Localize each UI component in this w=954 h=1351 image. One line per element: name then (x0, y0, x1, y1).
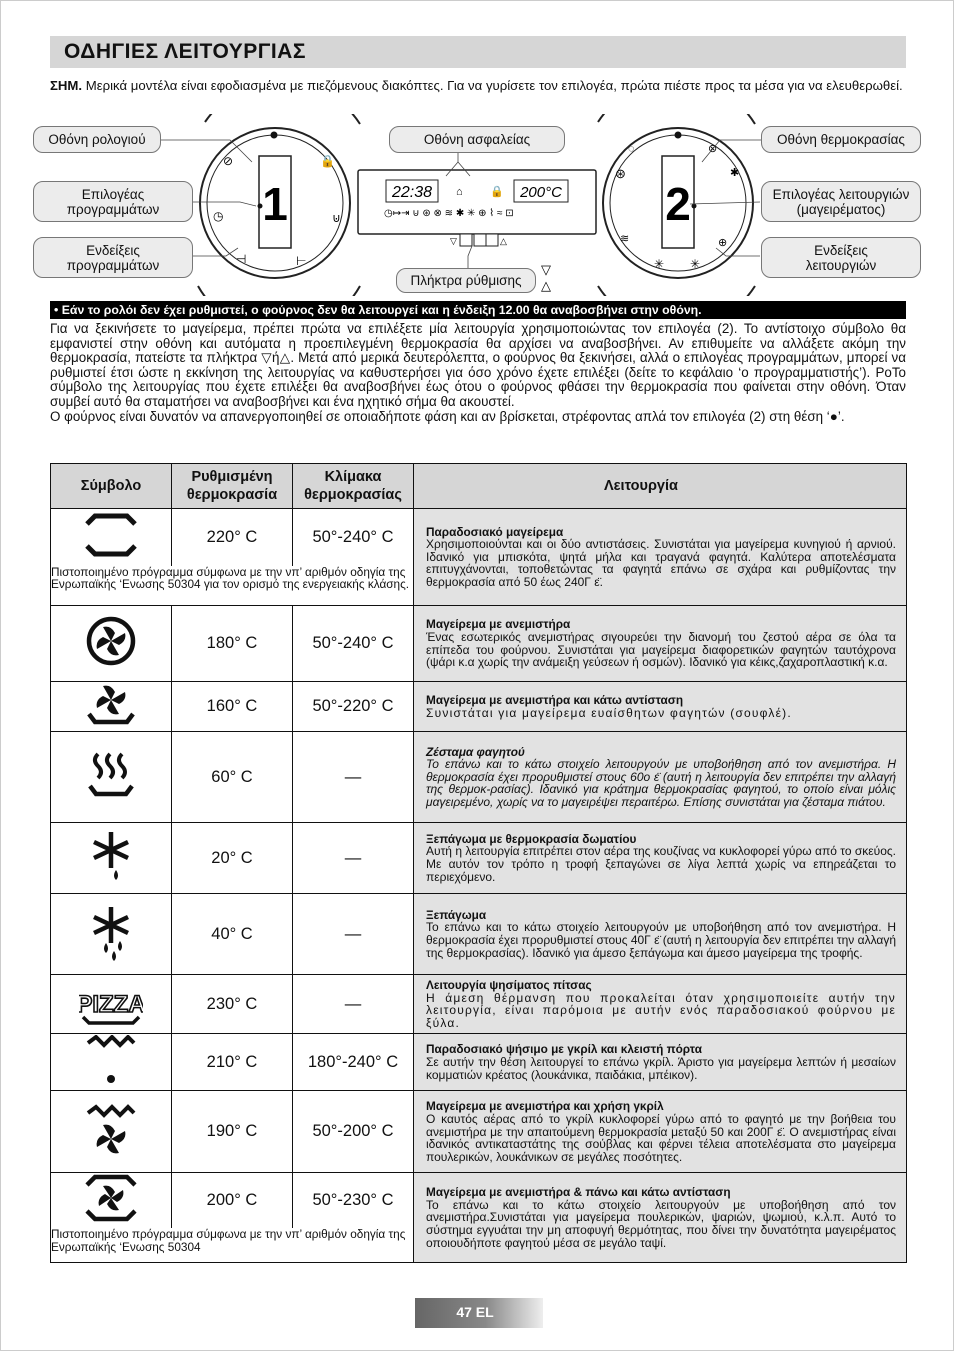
table-row (51, 509, 907, 566)
svg-text:◌: ◌ (628, 143, 635, 155)
set-temp: 160° C (172, 682, 293, 732)
certification-note: Πιστοποιημένο πρόγραμμα σύμφωνα με την νπ’ αριθμόν οδηγία της Ενρωπαϊκής ‘Ενωσης 50304 (51, 1228, 414, 1262)
svg-text:⊘: ⊘ (223, 154, 234, 168)
temp-range: — (293, 975, 414, 1034)
table-row (51, 1034, 907, 1091)
defrost-icon (51, 894, 172, 975)
svg-text:◷: ◷ (213, 209, 224, 223)
header-symbol: Σύμβολο (51, 464, 172, 509)
temp-range: 180°-240° C (293, 1034, 414, 1091)
callout-safety-display: Οθόνη ασφαλείας (389, 126, 565, 153)
callout-function-selector: Επιλογέας λειτουργιών (μαγειρέματος) (761, 181, 921, 222)
svg-text:⌂: ⌂ (456, 186, 463, 198)
table-row (51, 894, 907, 975)
page-number-tab (415, 1298, 543, 1328)
food-warming-icon (51, 732, 172, 823)
warning-banner: • Εάν το ρολόι δεν έχει ρυθμιστεί, ο φούρνος δεν θα λειτουργεί και η ένδειξη 12.00 θα αναβοσβήνει στην οθόνη. (50, 301, 906, 319)
function-description: Λειτουργία ψησίματος πίτσας Η άμεση θέρμανση που προκαλείται όταν χρησιμοποιείτε αυτήν την λειτουργία, είναι παρόμοια με αυτήν ενός παραδοσιακού φούρνου με ξύλα. (414, 975, 907, 1034)
table-row (51, 1173, 907, 1229)
function-description: Ζέσταμα φαγητού Το επάνω και το κάτω στοιχείο λειτουργούν με υποβοήθηση από τον ανεμιστήρα. Η θερμοκρασία έχει προρυθμιστεί στους 60ο ε̈ (αυτή η λειτουργία δεν επιτρέπει την αλλαγή της θερμοκ-ρασίας). Ιδανικό για κράτημα θερμοκρασίας φαγητού, το οποίο είναι μόλις μαγειρεμένο, χωρίς να το μαγειρέψει περαιτέρω. Επίσης συνιστάται για ζέσταμα πιάτου. (414, 732, 907, 823)
callout-program-indicators: Ενδείξεις προγραμμάτων (33, 237, 193, 278)
temp-range: 50°-200° C (293, 1091, 414, 1173)
display-panel (358, 170, 596, 234)
table-row (51, 682, 907, 732)
svg-text:⊣: ⊣ (236, 252, 247, 266)
temp-range: 50°-230° C (293, 1173, 414, 1229)
note-text: Μερικά μοντέλα είναι εφοδιασμένα με πιεζόμενους διακόπτες. Για να γυρίσετε τον επιλογέα, πρώτα πιέστε προς τα μέσα για να ελευθερωθεί. (82, 78, 903, 93)
callout-clock-display: Οθόνη ρολογιού (33, 126, 161, 153)
table-row (51, 606, 907, 682)
fan-grill-icon (51, 1091, 172, 1173)
svg-text:🔒: 🔒 (320, 154, 335, 168)
callout-temperature-display: Οθόνη θερμοκρασίας (761, 126, 921, 153)
function-description: Μαγείρεμα με ανεμιστήρα & πάνω και κάτω αντίσταση Το επάνω και το κάτω στοιχείο λειτουργούν με υποβοήθηση από τον ανεμιστήρα.Συνιστάται για μαγείρεμα πουλερικών, ψαριών, ψωμιού, κ.λ.π. Αυτό το σύστημα εγγυάται την μη απoφυγή θερμότητας, που δίνει την δυνατότητα μαγειρέματος οποιουδήποτε φαγητού μέσα σε μεγάλο ταψί. (414, 1173, 907, 1263)
set-temp: 230° C (172, 975, 293, 1034)
certification-note: Πιστοποιημένο πρόγραμμα σύμφωνα με την νπ’ αριθμόν οδηγία της Ενρωπαϊκής ‘Ενωσης 50304 για τον ορισμό της ενεργειακής κλάσης. (51, 566, 414, 606)
function-description: Μαγείρεμα με ανεμιστήρα Ένας εσωτερικός ανεμιστήρας σιγουρεύει την διανομή του ζεστού αέρα σε όλα τα επίπεδα του φούρνου. Συνιστάται για μαγείρεμα διαφορετικών φαγητών ταυτόχρονα (ψάρι κ.α χωρίς την ανάμειξη γεύσεων ή οσμών). Ιδανικό για κέικς,ζαχαροπλαστική κ.α. (414, 606, 907, 682)
intro-paragraph-2: Ο φούρνος είναι δυνατόν να απανεργοποιηθεί σε οποιαδήποτε φάση και αν βρίσκεται, στρέφοντας απλά τον επιλογέα (2) στη θέση ‘●’. (50, 408, 845, 424)
temp-range: — (293, 894, 414, 975)
temp-range: 50°-220° C (293, 682, 414, 732)
svg-text:⊕: ⊕ (718, 237, 728, 249)
set-temp: 40° C (172, 894, 293, 975)
grill-icon (51, 1034, 172, 1091)
set-temp: 190° C (172, 1091, 293, 1173)
fan-bottom-heat-icon (51, 682, 172, 732)
note (50, 78, 906, 94)
clock-readout: 22:38 (391, 184, 433, 201)
svg-text:≋: ≋ (620, 233, 630, 245)
fan-icon (51, 606, 172, 682)
set-temp: 200° C (172, 1173, 293, 1229)
function-description: Παραδοσιακό μαγείρεμα Χρησιμοποιούνται και οι δύο αντιστάσεις. Συνιστάται για μαγείρεμα κυνηγιού ή αρνιού. Ιδανικό για μπισκότα, ψητά μήλα και τραγανά φαγητά. Καλύτερα αποτελέσματα επιτυγχάνονται, τοποθετώντας τα φαγητά επάνω σε σχάρα και ρυθμίζοντας την θερμοκρασία από 50 έως 240Γ ε̈. (414, 509, 907, 606)
function-description: Ξεπάγωμα με θερμοκρασία δωματίου Αυτή η λειτουργία επιτρέπει στον αέρα της κουζίνας να κυκλοφορεί γύρω από το σκεύος. Με αυτόν τον τρόπο η τροφή ξεπαγώνει σε λίγα λεπτά χωρίς να επηρεάζεται το περιεχόμενο. (414, 823, 907, 894)
program-selector-knob (200, 128, 350, 278)
set-temp: 210° C (172, 1034, 293, 1091)
svg-text:✱: ✱ (730, 167, 740, 179)
temp-range: — (293, 732, 414, 823)
intro-text (50, 322, 906, 424)
svg-text:✳: ✳ (690, 257, 701, 271)
svg-text:⊛: ⊛ (615, 166, 626, 181)
svg-text:▽: ▽ (450, 236, 457, 246)
set-temp: 60° C (172, 732, 293, 823)
svg-text:🔒: 🔒 (490, 186, 504, 198)
temp-range: 50°-240° C (293, 606, 414, 682)
set-temp: 220° C (172, 509, 293, 566)
header-function: Λειτουργία (414, 464, 907, 509)
fan-top-bottom-icon (51, 1173, 172, 1229)
svg-text:⊍: ⊍ (332, 211, 341, 225)
svg-text:PIZZA: PIZZA (79, 990, 143, 1018)
page-number: 47 EL (456, 1304, 494, 1320)
table-row (51, 1091, 907, 1173)
table-row (51, 823, 907, 894)
svg-text:✳: ✳ (654, 257, 665, 271)
functions-table (50, 463, 907, 1263)
header-temp-range: Κλίμακα θερμοκρασίας (293, 464, 414, 509)
note-label: ΣΗΜ. (50, 78, 83, 93)
header-set-temp: Ρυθμισμένη θερμοκρασία (172, 464, 293, 509)
intro-paragraph-1: Για να ξεκινήσετε το μαγείρεμα, πρέπει πρώτα να επιλέξετε μία λειτουργία χρησιμοποιώντας τον επιλογέα (2). Το αντίστοιχο σύμβολο θα εμφανιστεί στην οθόνη και αυτόματα η προεπιλεγμένη θερμοκρασία θα αρχίσει να αναβοσβήνει. Αν επιθυμείτε να αλλάξετε ακόμη την θερμοκρασία, πατείστε τα πλήκτρα ▽ή△. Μετά από μερικά δευτερόλεπτα, ο φούρνος θα ξεκινήσει, αλλά ο επιλογέας προγραμμάτων, μπορεί να ρυθμιστεί έτσι ώστε η εκκίνηση της λειτουργίας να καθυστερήσει για όσο χρόνο έχετε επιλέξει (δείτε το κεφάλαιο ‘ο προγραμματιστής’). ΡοΤο σύμβολο της λειτουργίας που έχετε επιλέξει θα αναβοσβήνει έως ότου ο φούρνος φθάσει την θερμοκρασία που φαίνεται στην οθόνη. Όταν συμβεί αυτό θα σταματήσει να αναβοσβήνει και ένα ηχητικό σήμα θα ακουστεί. (50, 321, 906, 409)
table-row (51, 732, 907, 823)
set-temp: 20° C (172, 823, 293, 894)
pizza-icon (51, 975, 172, 1034)
page-title: ΟΔΗΓΙΕΣ ΛΕΙΤΟΥΡΓΙΑΣ (64, 40, 306, 63)
callout-adjust-keys: Πλήκτρα ρύθμισης (396, 268, 536, 293)
svg-text:2: 2 (665, 178, 691, 230)
function-description: Μαγείρεμα με ανεμιστήρα και κάτω αντίσταση Συνιστάται για μαγείρεμα ευαίσθητων φαγητών (σουφλέ). (414, 682, 907, 732)
temp-range: 50°-240° C (293, 509, 414, 566)
callout-function-indicators: Ενδείξεις λειτουργιών (761, 237, 921, 278)
callout-program-selector: Επιλογέας προγραμμάτων (33, 181, 193, 222)
function-description: Ξεπάγωμα Το επάνω και το κάτω στοιχείο λειτουργούν με υποβοήθηση από τον ανεμιστήρα. Η θερμοκρασία έχει προρυθμιστεί στους 40Γ ε̈ (αυτή η λειτουργία δεν επιτρέπει την αλλαγή της θερμοκρασίας). Ιδανικό για άμεσο ξεπάγωμα και άμεσο μαγείρεμα της τροφής. (414, 894, 907, 975)
header-bar (50, 36, 906, 68)
temperature-readout: 200°C (520, 184, 562, 201)
svg-text:▽: ▽ (541, 262, 551, 277)
svg-text:△: △ (500, 236, 507, 246)
svg-text:⊢: ⊢ (296, 254, 307, 268)
set-temp: 180° C (172, 606, 293, 682)
svg-text:◷↦⇥ ⊍ ⊛ ⊗ ≋ ✱ ✳ ⊕ ⌇ ≈ ⊡: ◷↦⇥ ⊍ ⊛ ⊗ ≋ ✱ ✳ ⊕ ⌇ ≈ ⊡ (384, 208, 514, 219)
svg-text:△: △ (541, 278, 551, 293)
function-description: Μαγείρεμα με ανεμιστήρα και χρήση γκρίλ Ο καυτός αέρας από το γκρίλ κυκλοφορεί γύρω από το φαγητό με την βοήθεια του ανεμιστήρα με την απαιτούμενη θερμοκρασία μεταξύ 50 και 200Γ ε̈. Ο ανεμιστήρας είναι ιδανικός αντικαταστάτης της σούβλας και φέρνει τέλεια αποτελέσματα στο μαγείρεμα πουλερικών, λουκάνικων σε μεγάλες ποσότητες. (414, 1091, 907, 1173)
temp-range: — (293, 823, 414, 894)
room-temp-defrost-icon (51, 823, 172, 894)
table-row (51, 975, 907, 1034)
conventional-icon (51, 509, 172, 566)
function-description: Παραδοσιακό ψήσιμο με γκρίλ και κλειστή πόρτα Σε αυτήν την θέση λειτουργεί το επάνω γκρίλ. Άριστο για μαγείρεμα λεπτών ή μεσαίων κομματιών κρέατος (λουκάνικα, παιδάκια, μπέικον). (414, 1034, 907, 1091)
svg-text:⊗: ⊗ (708, 143, 718, 155)
svg-text:1: 1 (262, 178, 288, 230)
